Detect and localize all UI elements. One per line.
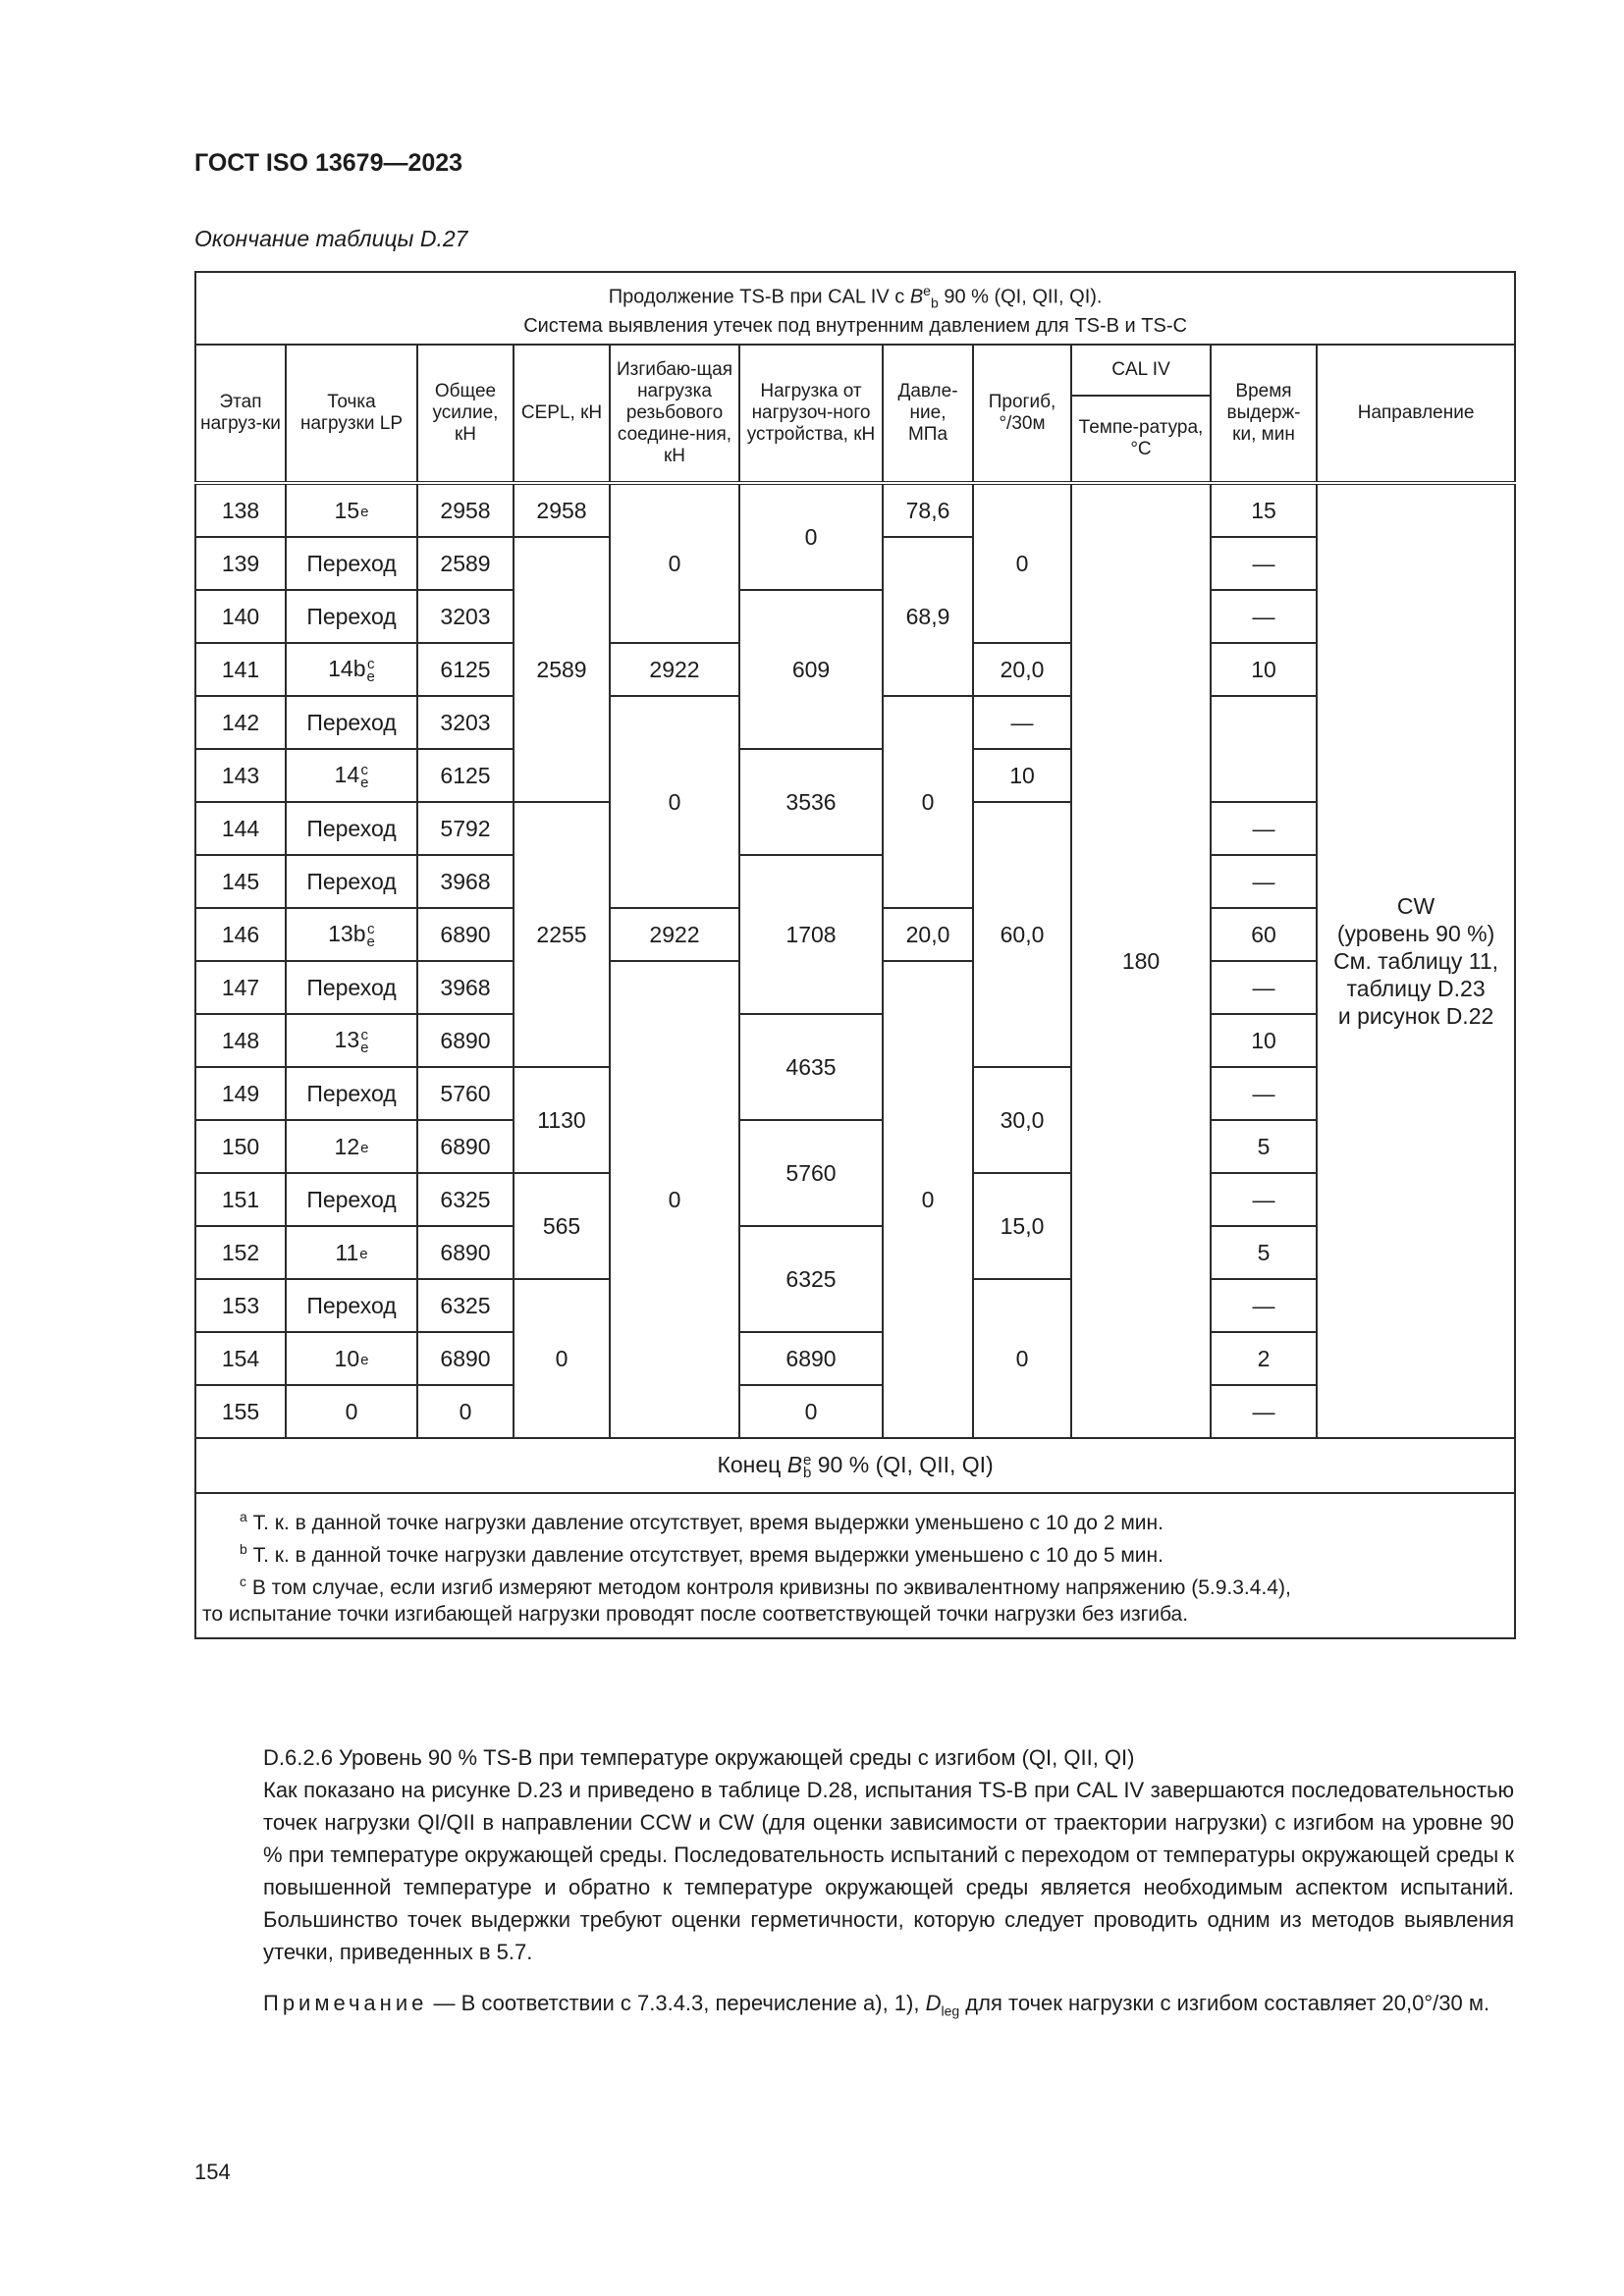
device-cell: 0	[739, 483, 883, 590]
stage-cell: 139	[195, 537, 286, 590]
document-header: ГОСТ ISO 13679—2023	[194, 149, 463, 177]
bending-cell: 2922	[610, 643, 739, 696]
table-title: Продолжение TS-B при CAL IV с $B^e_b$ 90 % (QI, QII, QI). Система выявления утечек под внутренним давлением для TS-B и TS-C	[195, 272, 1515, 345]
hold-cell: —	[1211, 802, 1317, 855]
bending-cell: 0	[610, 696, 739, 908]
total-cell: 5792	[417, 802, 514, 855]
stage-cell: 153	[195, 1279, 286, 1332]
hold-cell: 60	[1211, 908, 1317, 961]
total-cell: 2589	[417, 537, 514, 590]
deflection-cell: 20,0	[973, 643, 1071, 696]
col-header-pressure: Давле-ние, МПа	[883, 345, 973, 483]
load-point-cell: Переход	[286, 1279, 417, 1332]
stage-cell: 155	[195, 1385, 286, 1438]
col-header-hold: Время выдерж-ки, мин	[1211, 345, 1317, 483]
col-header-device: Нагрузка от нагрузоч-ного устройства, кН	[739, 345, 883, 483]
hold-cell: —	[973, 696, 1071, 749]
footnote-c: $^c$ В том случае, если изгиб измеряют методом контроля кривизны по эквивалентному напряжению (5.9.3.4.4),	[240, 1574, 1291, 1599]
col-header-deflection: Прогиб, °/30м	[973, 345, 1071, 483]
device-cell: 0	[739, 1385, 883, 1438]
load-point-cell: 13b c e	[286, 908, 417, 961]
pressure-cell: 60,0	[973, 802, 1071, 1067]
bending-cell: 0	[610, 961, 739, 1438]
total-cell: 6890	[417, 1120, 514, 1173]
total-cell: 3968	[417, 961, 514, 1014]
device-cell: 4635	[739, 1014, 883, 1120]
stage-cell: 145	[195, 855, 286, 908]
hold-cell: —	[1211, 1067, 1317, 1120]
cepl-cell: 2958	[514, 483, 610, 537]
stage-cell: 140	[195, 590, 286, 643]
total-cell: 3968	[417, 855, 514, 908]
stage-cell: 142	[195, 696, 286, 749]
table-end-row: Конец B e b 90 % (QI, QII, QI)	[195, 1438, 1515, 1493]
section-heading: D.6.2.6 Уровень 90 % TS-B при температуре окружающей среды с изгибом (QI, QII, QI)	[263, 1745, 1135, 1770]
load-point-cell: 14b c e	[286, 643, 417, 696]
col-header-cal: CAL IV	[1071, 345, 1211, 396]
hold-cell: —	[1211, 1385, 1317, 1438]
table-footnotes	[195, 1493, 1515, 1638]
direction-cell: CW (уровень 90 %) См. таблицу 11, таблицу D.23 и рисунок D.22	[1317, 483, 1515, 1438]
hold-cell: 5	[1211, 1120, 1317, 1173]
stage-cell: 150	[195, 1120, 286, 1173]
bending-cell: 0	[610, 483, 739, 643]
table-caption: Окончание таблицы D.27	[194, 226, 468, 251]
note-label: Примечание	[263, 1991, 428, 2015]
cepl-cell: 2255	[514, 802, 610, 1067]
device-cell: 6890	[739, 1332, 883, 1385]
pressure-cell: 68,9	[883, 537, 973, 696]
load-point-cell: 0	[286, 1385, 417, 1438]
total-cell: 6125	[417, 749, 514, 802]
col-header-total: Общее усилие, кН	[417, 345, 514, 483]
hold-cell: 15	[1211, 483, 1317, 537]
stage-cell: 151	[195, 1173, 286, 1226]
total-cell: 6890	[417, 1014, 514, 1067]
load-point-cell: Переход	[286, 1067, 417, 1120]
stage-cell: 143	[195, 749, 286, 802]
load-point-cell: 14 c e	[286, 749, 417, 802]
hold-cell: —	[1211, 1279, 1317, 1332]
col-header-direction: Направление	[1317, 345, 1515, 483]
deflection-cell: 20,0	[883, 908, 973, 961]
col-header-stage: Этап нагруз-ки	[195, 345, 286, 483]
device-cell: 5760	[739, 1120, 883, 1226]
load-point-cell: Переход	[286, 855, 417, 908]
stage-cell: 138	[195, 483, 286, 537]
pressure-cell: 15,0	[973, 1173, 1071, 1279]
section-text	[194, 1741, 1514, 1968]
data-table	[194, 271, 1516, 1639]
total-cell: 6125	[417, 643, 514, 696]
load-point-cell: Переход	[286, 537, 417, 590]
col-header-cepl: CEPL, кН	[514, 345, 610, 483]
footnote-c-continuation: то испытание точки изгибающей нагрузки проводят после соответствующей точки нагрузки без изгиба.	[202, 1603, 1189, 1626]
note-paragraph: Примечание — В соответствии с 7.3.4.3, перечисление а), 1), $D_{leg}$ для точек нагрузки с изгибом составляет 20,0°/30 м.	[194, 1987, 1514, 2027]
hold-cell: —	[1211, 1173, 1317, 1226]
device-cell: 6325	[739, 1226, 883, 1332]
col-header-point: Точка нагрузки LP	[286, 345, 417, 483]
deflection-cell: 0	[883, 961, 973, 1438]
total-cell: 0	[417, 1385, 514, 1438]
hold-cell: 2	[1211, 1332, 1317, 1385]
load-point-cell: Переход	[286, 590, 417, 643]
stage-cell: 154	[195, 1332, 286, 1385]
total-cell: 3203	[417, 696, 514, 749]
total-cell: 6890	[417, 908, 514, 961]
hold-cell: 10	[1211, 1014, 1317, 1067]
total-cell: 2958	[417, 483, 514, 537]
cepl-cell: 1130	[514, 1067, 610, 1173]
section-paragraph: Как показано на рисунке D.23 и приведено в таблице D.28, испытания TS-B при CAL IV завершаются последовательностью точек нагрузки QI/QII в направлении CCW и CW (для оценки зависимости от траектории нагрузки) с изгибом на уровне 90 % при температуре окружающей среды. Последовательность испытаний с переходом от температуры окружающей среды к повышенной температуре и обратно к температуре окружающей среды является необходимым аспектом испытаний. Большинство точек выдержки требуют оценки герметичности, которую следует проводить одним из методов выявления утечки, приведенных в 5.7.	[263, 1778, 1514, 1964]
load-point-cell: 15 e	[286, 483, 417, 537]
page-number: 154	[194, 2160, 231, 2184]
stage-cell: 144	[195, 802, 286, 855]
deflection-cell: 0	[883, 696, 973, 908]
cepl-cell: 565	[514, 1173, 610, 1279]
hold-cell: 5	[1211, 1226, 1317, 1279]
pressure-cell: 0	[973, 1279, 1071, 1438]
total-cell: 6325	[417, 1173, 514, 1226]
total-cell: 6325	[417, 1279, 514, 1332]
hold-cell: —	[1211, 855, 1317, 908]
load-point-cell: Переход	[286, 1173, 417, 1226]
pressure-cell: 30,0	[973, 1067, 1071, 1173]
hold-cell: 10	[973, 749, 1071, 802]
col-header-bending: Изгибаю-щая нагрузка резьбового соедине-ния, кН	[610, 345, 739, 483]
bending-cell: 2922	[610, 908, 739, 961]
device-cell: 3536	[739, 749, 883, 855]
hold-cell: —	[1211, 961, 1317, 1014]
total-cell: 6890	[417, 1332, 514, 1385]
stage-cell: 149	[195, 1067, 286, 1120]
hold-cell: 10	[1211, 643, 1317, 696]
temperature-cell: 180	[1071, 483, 1211, 1438]
load-point-cell: Переход	[286, 802, 417, 855]
load-point-cell: 13 c e	[286, 1014, 417, 1067]
total-cell: 3203	[417, 590, 514, 643]
stage-cell: 141	[195, 643, 286, 696]
footnote-a: $^a$ Т. к. в данной точке нагрузки давление отсутствует, время выдержки уменьшено с 10 до 2 мин.	[240, 1509, 1164, 1534]
load-point-cell: 11 e	[286, 1226, 417, 1279]
total-cell: 6890	[417, 1226, 514, 1279]
stage-cell: 148	[195, 1014, 286, 1067]
hold-cell: —	[1211, 537, 1317, 590]
deflection-cell: 0	[973, 483, 1071, 643]
stage-cell: 152	[195, 1226, 286, 1279]
load-point-cell: 10 e	[286, 1332, 417, 1385]
stage-cell: 147	[195, 961, 286, 1014]
footnote-b: $^b$ Т. к. в данной точке нагрузки давление отсутствует, время выдержки уменьшено с 10 до 5 мин.	[240, 1541, 1164, 1567]
load-point-cell: Переход	[286, 961, 417, 1014]
cepl-cell: 0	[514, 1279, 610, 1438]
device-cell: 1708	[739, 855, 883, 1014]
total-cell: 5760	[417, 1067, 514, 1120]
hold-cell: —	[1211, 590, 1317, 643]
col-header-temperature: Темпе-ратура, °C	[1071, 396, 1211, 483]
cepl-cell: 2589	[514, 537, 610, 802]
load-point-cell: 12 e	[286, 1120, 417, 1173]
stage-cell: 146	[195, 908, 286, 961]
pressure-cell: 78,6	[883, 483, 973, 537]
load-point-cell: Переход	[286, 696, 417, 749]
device-cell: 609	[739, 590, 883, 749]
